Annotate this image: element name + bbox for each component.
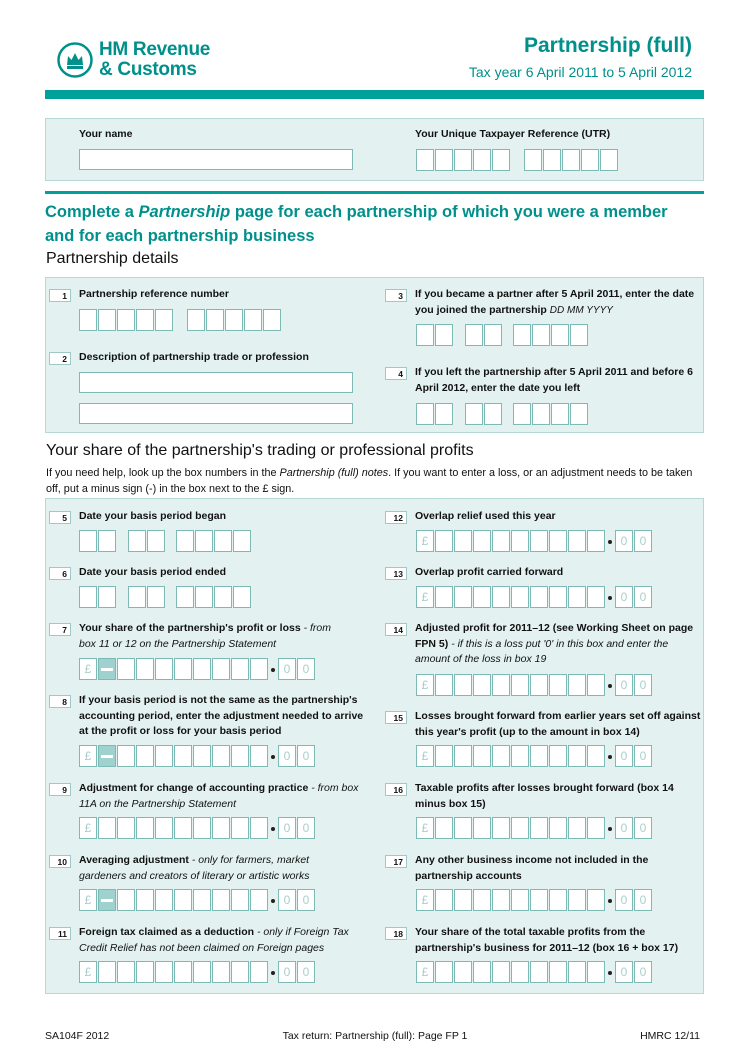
- utr-digit-cell[interactable]: [600, 149, 618, 171]
- utr-digit-cell[interactable]: [581, 149, 599, 171]
- amount-digit-cell[interactable]: [454, 889, 472, 911]
- amount-digit-cell[interactable]: [117, 658, 135, 680]
- pence-cell: 0: [634, 889, 652, 911]
- date-year-cell[interactable]: [513, 324, 531, 346]
- amount-digit-cell[interactable]: [473, 530, 491, 552]
- amount-digit-cell[interactable]: [492, 530, 510, 552]
- utr-digit-cell[interactable]: [543, 149, 561, 171]
- pound-cell: £: [416, 817, 434, 839]
- page-title: Partnership (full): [523, 34, 692, 57]
- amount-digit-cell[interactable]: [568, 961, 586, 983]
- amount-digit-cell[interactable]: [212, 889, 230, 911]
- pound-cell: £: [416, 745, 434, 767]
- amount-digit-cell[interactable]: [193, 745, 211, 767]
- pence-cell: 0: [615, 817, 633, 839]
- pence-cell: 0: [615, 530, 633, 552]
- amount-digit-cell[interactable]: [212, 961, 230, 983]
- amount-digit-cell[interactable]: [549, 817, 567, 839]
- logo-line-2: & Customs: [99, 59, 197, 80]
- amount-digit-cell[interactable]: [492, 961, 510, 983]
- amount-digit-cell[interactable]: [530, 889, 548, 911]
- q13-text: Overlap profit carried forward: [415, 566, 564, 578]
- decimal-point: [608, 827, 612, 831]
- pence-cell: 0: [615, 889, 633, 911]
- pence-cell: 0: [278, 961, 296, 983]
- amount-digit-cell[interactable]: [568, 530, 586, 552]
- amount-digit-cell[interactable]: [511, 745, 529, 767]
- q11-hint: - only if Foreign Tax Credit Relief has not been claimed on Foreign pages: [79, 926, 349, 954]
- box-number-10: 10: [49, 855, 71, 868]
- header-rule: [45, 90, 704, 99]
- amount-digit-cell[interactable]: [473, 817, 491, 839]
- date-month-cell[interactable]: [484, 324, 502, 346]
- utr-digit-cell[interactable]: [454, 149, 472, 171]
- amount-digit-cell[interactable]: [511, 889, 529, 911]
- help-italic: Partnership (full) notes: [279, 467, 389, 479]
- q7-label: [79, 621, 349, 652]
- utr-digit-cell[interactable]: [524, 149, 542, 171]
- footer-form-code: SA104F 2012: [45, 1030, 110, 1042]
- pound-cell: £: [79, 889, 97, 911]
- q12-text: Overlap relief used this year: [415, 510, 556, 522]
- box-number-9: 9: [49, 783, 71, 796]
- ref-digit-cell[interactable]: [206, 309, 224, 331]
- amount-digit-cell[interactable]: [549, 961, 567, 983]
- amount-digit-cell[interactable]: [435, 961, 453, 983]
- pence-cell: 0: [634, 586, 652, 608]
- decimal-point: [608, 540, 612, 544]
- date-year-cell[interactable]: [176, 530, 194, 552]
- amount-digit-cell[interactable]: [549, 586, 567, 608]
- decimal-point: [271, 971, 275, 975]
- pence-cell: 0: [634, 674, 652, 696]
- amount-digit-cell[interactable]: [587, 530, 605, 552]
- amount-digit-cell[interactable]: [250, 961, 268, 983]
- date-year-cell[interactable]: [532, 403, 550, 425]
- utr-digit-cell[interactable]: [562, 149, 580, 171]
- pound-cell: £: [416, 889, 434, 911]
- name-label: Your name: [79, 128, 133, 140]
- utr-label: Your Unique Taxpayer Reference (UTR): [415, 128, 611, 140]
- amount-digit-cell[interactable]: [193, 961, 211, 983]
- q9-label: [79, 781, 359, 812]
- date-day-cell[interactable]: [79, 530, 97, 552]
- amount-digit-cell[interactable]: [435, 586, 453, 608]
- pence-cell: 0: [297, 745, 315, 767]
- q16-text: Taxable profits after losses brought forward (box 14 minus box 15): [415, 782, 674, 810]
- amount-digit-cell[interactable]: [136, 817, 154, 839]
- footer-page-label: Tax return: Partnership (full): Page FP 1: [282, 1030, 468, 1042]
- ref-digit-cell[interactable]: [117, 309, 135, 331]
- box-number-3: 3: [385, 289, 407, 302]
- decimal-point: [608, 755, 612, 759]
- q8-text: If your basis period is not the same as the partnership's accounting period, enter the adjustment needed to arrive at the profit or loss for your basis period: [79, 694, 364, 737]
- amount-digit-cell[interactable]: [117, 745, 135, 767]
- q17-label: [415, 853, 695, 884]
- decimal-point: [271, 899, 275, 903]
- q8-label: [79, 693, 369, 740]
- q9-hint: - from box 11A on the Partnership Statement: [79, 782, 359, 810]
- q14-text: Adjusted profit for 2011–12 (see Working Sheet on page FPN 5): [415, 622, 694, 650]
- tax-year-subtitle: Tax year 6 April 2011 to 5 April 2012: [468, 64, 692, 80]
- box-number-7: 7: [49, 623, 71, 636]
- box-number-13: 13: [385, 567, 407, 580]
- q11-label: [79, 925, 369, 956]
- box-number-15: 15: [385, 711, 407, 724]
- amount-digit-cell[interactable]: [435, 889, 453, 911]
- decimal-point: [608, 596, 612, 600]
- footer-version: HMRC 12/11: [640, 1030, 700, 1042]
- date-year-cell[interactable]: [570, 324, 588, 346]
- date-month-cell[interactable]: [484, 403, 502, 425]
- amount-digit-cell[interactable]: [587, 889, 605, 911]
- amount-digit-cell[interactable]: [231, 745, 249, 767]
- box-number-17: 17: [385, 855, 407, 868]
- pound-cell: £: [416, 961, 434, 983]
- box-number-8: 8: [49, 695, 71, 708]
- pound-cell: £: [79, 817, 97, 839]
- q18-text: Your share of the total taxable profits from the partnership's business for 2011–12 (box 16 + box 17): [415, 926, 679, 954]
- pence-cell: 0: [634, 745, 652, 767]
- date-year-cell[interactable]: [513, 403, 531, 425]
- date-day-cell[interactable]: [435, 324, 453, 346]
- q2-label: Description of partnership trade or profession: [79, 351, 309, 363]
- pence-cell: 0: [297, 817, 315, 839]
- amount-digit-cell[interactable]: [568, 889, 586, 911]
- q3-label: [415, 287, 700, 318]
- box-number-12: 12: [385, 511, 407, 524]
- q15-label: [415, 709, 705, 740]
- pence-cell: 0: [615, 961, 633, 983]
- q12-label: [415, 509, 695, 525]
- pence-cell: 0: [634, 961, 652, 983]
- amount-digit-cell[interactable]: [511, 674, 529, 696]
- amount-digit-cell[interactable]: [174, 961, 192, 983]
- date-day-cell[interactable]: [79, 586, 97, 608]
- q1-label: Partnership reference number: [79, 288, 229, 300]
- q14-hint: - if this is a loss put '0' in this box and enter the amount of the loss in box 19: [415, 637, 669, 665]
- profits-help-text: [46, 466, 706, 497]
- box-number-4: 4: [385, 367, 407, 380]
- box-number-1: 1: [49, 289, 71, 302]
- pence-cell: 0: [615, 745, 633, 767]
- amount-digit-cell[interactable]: [435, 817, 453, 839]
- amount-digit-cell[interactable]: [250, 817, 268, 839]
- date-day-cell[interactable]: [435, 403, 453, 425]
- name-field[interactable]: [79, 149, 353, 170]
- pound-cell: £: [416, 674, 434, 696]
- amount-digit-cell[interactable]: [231, 889, 249, 911]
- date-day-cell[interactable]: [98, 530, 116, 552]
- q6-text: Date your basis period ended: [79, 566, 227, 578]
- amount-digit-cell[interactable]: [549, 530, 567, 552]
- amount-digit-cell[interactable]: [530, 961, 548, 983]
- decimal-point: [271, 827, 275, 831]
- q5-label: [79, 509, 349, 525]
- pence-cell: 0: [278, 658, 296, 680]
- amount-digit-cell[interactable]: [530, 530, 548, 552]
- amount-digit-cell[interactable]: [250, 889, 268, 911]
- amount-digit-cell[interactable]: [174, 817, 192, 839]
- amount-digit-cell[interactable]: [473, 745, 491, 767]
- amount-digit-cell[interactable]: [549, 674, 567, 696]
- amount-digit-cell[interactable]: [492, 889, 510, 911]
- amount-digit-cell[interactable]: [511, 530, 529, 552]
- amount-digit-cell[interactable]: [193, 889, 211, 911]
- amount-digit-cell[interactable]: [155, 658, 173, 680]
- trade-description-line-1[interactable]: [79, 372, 353, 393]
- pence-cell: 0: [297, 889, 315, 911]
- intro-post: page for each partnership of which you were a member and for each partnership business: [45, 203, 668, 245]
- pence-cell: 0: [634, 530, 652, 552]
- box-number-16: 16: [385, 783, 407, 796]
- amount-digit-cell[interactable]: [435, 530, 453, 552]
- amount-digit-cell[interactable]: [454, 674, 472, 696]
- box-number-2: 2: [49, 352, 71, 365]
- box-number-5: 5: [49, 511, 71, 524]
- crown-crest-icon: [57, 42, 93, 78]
- amount-digit-cell[interactable]: [174, 745, 192, 767]
- amount-digit-cell[interactable]: [530, 586, 548, 608]
- amount-digit-cell[interactable]: [454, 961, 472, 983]
- amount-digit-cell[interactable]: [155, 817, 173, 839]
- amount-digit-cell[interactable]: [136, 658, 154, 680]
- pence-cell: 0: [615, 586, 633, 608]
- date-month-cell[interactable]: [128, 530, 146, 552]
- amount-digit-cell[interactable]: [435, 745, 453, 767]
- pound-cell: £: [79, 745, 97, 767]
- date-year-cell[interactable]: [195, 586, 213, 608]
- q4-label: If you left the partnership after 5 April 2011 and before 6 April 2012, enter the date you left: [415, 366, 693, 394]
- amount-digit-cell[interactable]: [587, 674, 605, 696]
- amount-digit-cell[interactable]: [492, 674, 510, 696]
- ref-digit-cell[interactable]: [244, 309, 262, 331]
- decimal-point: [608, 899, 612, 903]
- q10-hint: - only for farmers, market gardeners and creators of literary or artistic works: [79, 854, 310, 882]
- amount-digit-cell[interactable]: [212, 745, 230, 767]
- date-month-cell[interactable]: [465, 403, 483, 425]
- ref-digit-cell[interactable]: [136, 309, 154, 331]
- q16-label: [415, 781, 700, 812]
- pound-cell: £: [79, 961, 97, 983]
- amount-digit-cell[interactable]: [549, 745, 567, 767]
- amount-digit-cell[interactable]: [174, 658, 192, 680]
- amount-digit-cell[interactable]: [454, 817, 472, 839]
- amount-digit-cell[interactable]: [473, 961, 491, 983]
- amount-digit-cell[interactable]: [473, 889, 491, 911]
- pound-cell: £: [79, 658, 97, 680]
- pence-cell: 0: [278, 745, 296, 767]
- utr-digit-cell[interactable]: [492, 149, 510, 171]
- amount-digit-cell[interactable]: [435, 674, 453, 696]
- intro-italic: Partnership: [138, 203, 231, 221]
- pence-cell: 0: [297, 961, 315, 983]
- minus-sign-cell[interactable]: [98, 745, 116, 767]
- amount-digit-cell[interactable]: [568, 817, 586, 839]
- amount-digit-cell[interactable]: [454, 586, 472, 608]
- ref-digit-cell[interactable]: [225, 309, 243, 331]
- amount-digit-cell[interactable]: [231, 817, 249, 839]
- amount-digit-cell[interactable]: [117, 889, 135, 911]
- box-number-14: 14: [385, 623, 407, 636]
- help-post: . If you want to enter a loss, or an adjustment needs to be taken off, put a minus sign (-) in the box next to the £ sign.: [46, 467, 693, 495]
- q15-text: Losses brought forward from earlier years set off against this year's profit (up to the amount in box 14): [415, 710, 701, 738]
- amount-digit-cell[interactable]: [98, 961, 116, 983]
- q9-text: Adjustment for change of accounting practice: [79, 782, 309, 794]
- q17-text: Any other business income not included in the partnership accounts: [415, 854, 649, 882]
- trade-description-line-2[interactable]: [79, 403, 353, 424]
- date-year-cell[interactable]: [214, 586, 232, 608]
- utr-digit-cell[interactable]: [473, 149, 491, 171]
- q18-label: [415, 925, 700, 956]
- amount-digit-cell[interactable]: [193, 817, 211, 839]
- amount-digit-cell[interactable]: [174, 889, 192, 911]
- date-year-cell[interactable]: [233, 530, 251, 552]
- minus-sign-cell[interactable]: [98, 658, 116, 680]
- section-rule: [45, 191, 704, 194]
- amount-digit-cell[interactable]: [587, 586, 605, 608]
- amount-digit-cell[interactable]: [473, 674, 491, 696]
- date-year-cell[interactable]: [551, 403, 569, 425]
- date-day-cell[interactable]: [416, 324, 434, 346]
- amount-digit-cell[interactable]: [568, 586, 586, 608]
- q14-label: [415, 621, 700, 668]
- date-day-cell[interactable]: [98, 586, 116, 608]
- ref-digit-cell[interactable]: [98, 309, 116, 331]
- amount-digit-cell[interactable]: [117, 961, 135, 983]
- intro-heading: [45, 200, 685, 248]
- date-month-cell[interactable]: [147, 586, 165, 608]
- date-year-cell[interactable]: [176, 586, 194, 608]
- amount-digit-cell[interactable]: [530, 745, 548, 767]
- q3-text: If you became a partner after 5 April 2011, enter the date you joined the partnership: [415, 288, 695, 316]
- amount-digit-cell[interactable]: [155, 745, 173, 767]
- decimal-point: [271, 668, 275, 672]
- amount-digit-cell[interactable]: [530, 817, 548, 839]
- date-year-cell[interactable]: [570, 403, 588, 425]
- amount-digit-cell[interactable]: [473, 586, 491, 608]
- box-number-18: 18: [385, 927, 407, 940]
- amount-digit-cell[interactable]: [136, 961, 154, 983]
- partnership-details-title: Partnership details: [46, 250, 179, 267]
- box-number-11: 11: [49, 927, 71, 940]
- pence-cell: 0: [634, 817, 652, 839]
- amount-digit-cell[interactable]: [511, 586, 529, 608]
- q6-label: [79, 565, 349, 581]
- ref-digit-cell[interactable]: [263, 309, 281, 331]
- amount-digit-cell[interactable]: [231, 961, 249, 983]
- amount-digit-cell[interactable]: [530, 674, 548, 696]
- date-month-cell[interactable]: [147, 530, 165, 552]
- date-year-cell[interactable]: [532, 324, 550, 346]
- q11-text: Foreign tax claimed as a deduction: [79, 926, 255, 938]
- q10-text: Averaging adjustment: [79, 854, 189, 866]
- amount-digit-cell[interactable]: [98, 817, 116, 839]
- q3-hint: DD MM YYYY: [549, 304, 613, 316]
- amount-digit-cell[interactable]: [587, 961, 605, 983]
- amount-digit-cell[interactable]: [568, 745, 586, 767]
- date-day-cell[interactable]: [416, 403, 434, 425]
- amount-digit-cell[interactable]: [136, 745, 154, 767]
- pence-cell: 0: [278, 817, 296, 839]
- decimal-point: [608, 971, 612, 975]
- amount-digit-cell[interactable]: [117, 817, 135, 839]
- pence-cell: 0: [278, 889, 296, 911]
- amount-digit-cell[interactable]: [492, 745, 510, 767]
- amount-digit-cell[interactable]: [511, 961, 529, 983]
- pence-cell: 0: [297, 658, 315, 680]
- amount-digit-cell[interactable]: [587, 745, 605, 767]
- pence-cell: 0: [615, 674, 633, 696]
- decimal-point: [271, 755, 275, 759]
- amount-digit-cell[interactable]: [155, 961, 173, 983]
- amount-digit-cell[interactable]: [212, 658, 230, 680]
- ref-digit-cell[interactable]: [187, 309, 205, 331]
- date-year-cell[interactable]: [214, 530, 232, 552]
- amount-digit-cell[interactable]: [231, 658, 249, 680]
- amount-digit-cell[interactable]: [250, 745, 268, 767]
- utr-digit-cell[interactable]: [435, 149, 453, 171]
- amount-digit-cell[interactable]: [193, 658, 211, 680]
- amount-digit-cell[interactable]: [136, 889, 154, 911]
- date-month-cell[interactable]: [128, 586, 146, 608]
- q7-text: Your share of the partnership's profit or loss: [79, 622, 301, 634]
- q13-label: [415, 565, 695, 581]
- amount-digit-cell[interactable]: [568, 674, 586, 696]
- amount-digit-cell[interactable]: [155, 889, 173, 911]
- q10-label: [79, 853, 349, 884]
- q7-hint: - from box 11 or 12 on the Partnership Statement: [79, 622, 332, 650]
- date-year-cell[interactable]: [195, 530, 213, 552]
- date-year-cell[interactable]: [551, 324, 569, 346]
- date-year-cell[interactable]: [233, 586, 251, 608]
- decimal-point: [608, 684, 612, 688]
- amount-digit-cell[interactable]: [492, 586, 510, 608]
- q5-text: Date your basis period began: [79, 510, 227, 522]
- amount-digit-cell[interactable]: [454, 745, 472, 767]
- amount-digit-cell[interactable]: [492, 817, 510, 839]
- help-pre: If you need help, look up the box numbers in the: [46, 467, 280, 479]
- box-number-6: 6: [49, 567, 71, 580]
- pound-cell: £: [416, 586, 434, 608]
- ref-digit-cell[interactable]: [155, 309, 173, 331]
- amount-digit-cell[interactable]: [549, 889, 567, 911]
- amount-digit-cell[interactable]: [250, 658, 268, 680]
- minus-sign-cell[interactable]: [98, 889, 116, 911]
- amount-digit-cell[interactable]: [212, 817, 230, 839]
- hmrc-logo: [57, 40, 227, 84]
- date-month-cell[interactable]: [465, 324, 483, 346]
- pound-cell: £: [416, 530, 434, 552]
- profits-section-title: Your share of the partnership's trading or professional profits: [46, 442, 474, 459]
- amount-digit-cell[interactable]: [587, 817, 605, 839]
- intro-pre: Complete a: [45, 203, 139, 221]
- logo-line-1: HM Revenue: [99, 39, 211, 60]
- ref-digit-cell[interactable]: [79, 309, 97, 331]
- amount-digit-cell[interactable]: [454, 530, 472, 552]
- amount-digit-cell[interactable]: [511, 817, 529, 839]
- utr-digit-cell[interactable]: [416, 149, 434, 171]
